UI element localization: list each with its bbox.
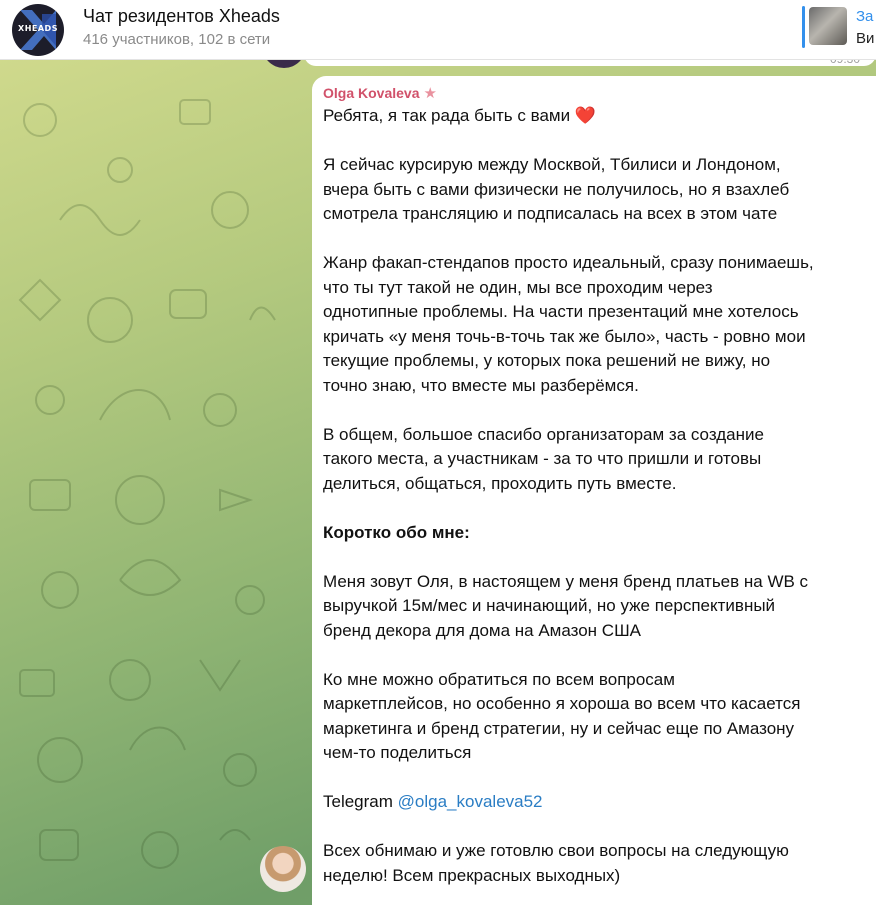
message-text (323, 104, 876, 888)
chat-member-count: 416 участников, 102 в сети (83, 31, 271, 48)
message-line: делиться, общаться, проходить путь вместе. (323, 473, 677, 493)
pinned-preview-text: Ви (856, 30, 875, 47)
heart-icon: ❤️ (574, 106, 596, 125)
message-line: такого места, а участникам - за то что пришли и готовы (323, 449, 762, 468)
chat-title[interactable]: Чат резидентов Xheads (83, 6, 280, 26)
telegram-line (323, 790, 876, 815)
message-line: Ко мне можно обратиться по всем вопросам (323, 669, 675, 689)
message-line: вчера быть с вами физически не получилось, но я взахлеб (323, 179, 790, 199)
telegram-mention-link[interactable]: @olga_kovaleva52 (397, 792, 543, 811)
message-line: текущие проблемы, у которых пока решений не вижу, но (323, 351, 771, 370)
chat-header (0, 0, 876, 60)
message-line: однотипные проблемы. На части презентаций мне хотелось (323, 302, 799, 321)
chat-avatar[interactable] (12, 4, 64, 56)
message-line: кричать «у меня точь-в-точь так же было», часть - ровно мои (323, 326, 806, 346)
pinned-message[interactable] (802, 4, 876, 50)
message-line: Меня зовут Оля, в настоящем у меня бренд платьев на WB с (323, 571, 809, 591)
telegram-label: Telegram (323, 792, 393, 811)
message-line (323, 104, 876, 129)
star-icon: ★ (423, 85, 437, 102)
message-line: маркетплейсов, но особенно я хороша во всем что касается (323, 694, 801, 713)
about-heading: Коротко обо мне: (323, 522, 470, 542)
message-line: что ты тут такой не один, мы все проходим через (323, 277, 713, 297)
message-line: выручкой 15м/мес и начинающий, но уже перспективный (323, 596, 776, 615)
sender-name: Olga Kovaleva (323, 85, 420, 101)
avatar-logo-text: XHEADS (18, 24, 58, 33)
message-line: смотрела трансляцию и подписалась на всех в этом чате (323, 204, 778, 223)
message-line: Всех обнимаю и уже готовлю свои вопросы на следующую (323, 841, 789, 860)
message-line: бренд декора для дома на Амазон США (323, 620, 641, 640)
message-line: Я сейчас курсирую между Москвой, Тбилиси и Лондоном, (323, 155, 781, 174)
pinned-thumbnail (809, 7, 847, 45)
message-bubble[interactable] (312, 76, 876, 905)
message-line: точно знаю, что вместе мы разберёмся. (323, 375, 639, 395)
message-line: В общем, большое спасибо организаторам за создание (323, 424, 764, 444)
message-sender[interactable] (323, 83, 876, 104)
message-line: маркетинга и бренд стратегии, ну и сейчас еще по Амазону (323, 718, 795, 738)
greeting-text: Ребята, я так рада быть с вами (323, 106, 571, 125)
message-line: чем-то поделиться (323, 743, 472, 762)
message-line: неделю! Всем прекрасных выходных) (323, 865, 621, 885)
message-line: Жанр факап-стендапов просто идеальный, сразу понимаешь, (323, 253, 814, 272)
pinned-title: За (856, 8, 874, 25)
sender-avatar[interactable] (260, 846, 306, 892)
pinned-accent-bar (802, 6, 805, 48)
